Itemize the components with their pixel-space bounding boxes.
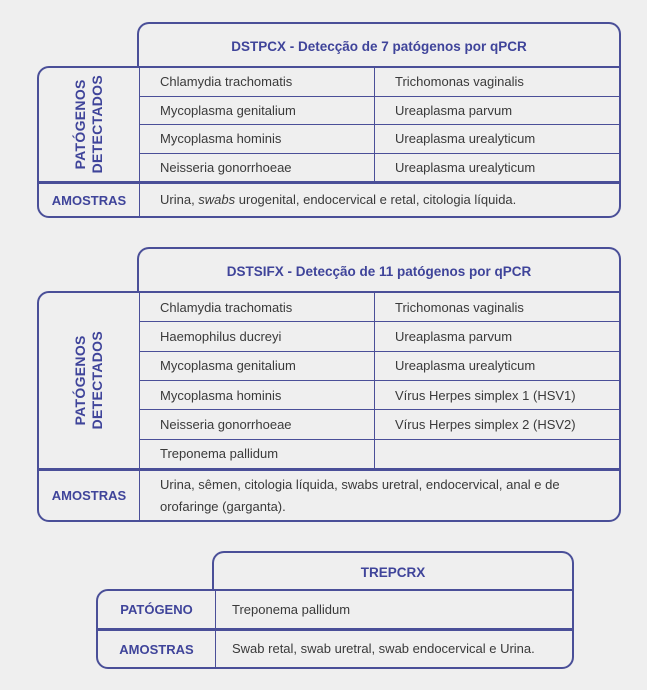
pathogen-cell: Neisseria gonorrhoeae bbox=[140, 410, 375, 438]
dstsifx-table bbox=[37, 291, 621, 522]
samples-text-part: Urina, bbox=[160, 192, 199, 207]
trepcrx-pathogen-row bbox=[98, 591, 572, 628]
dstpcx-label-line2: DETECTADOS bbox=[89, 75, 105, 174]
table-row bbox=[140, 124, 619, 153]
table-row bbox=[140, 409, 619, 438]
pathogen-cell: Vírus Herpes simplex 1 (HSV1) bbox=[395, 387, 576, 403]
dstpcx-table bbox=[37, 66, 621, 218]
pathogen-cell: Mycoplasma hominis bbox=[140, 125, 375, 153]
dstsifx-samples-label: AMOSTRAS bbox=[39, 471, 140, 520]
pathogen-cell: Neisseria gonorrhoeae bbox=[140, 154, 375, 182]
table-row bbox=[140, 153, 619, 182]
samples-text-italic: swabs bbox=[198, 192, 236, 207]
pathogen-cell: Chlamydia trachomatis bbox=[140, 68, 375, 96]
trepcrx-pathogen-label: PATÓGENO bbox=[98, 591, 216, 628]
pathogen-cell: Ureaplasma urealyticum bbox=[395, 131, 536, 147]
pathogen-cell: Ureaplasma urealyticum bbox=[395, 358, 536, 374]
dstpcx-samples-row bbox=[39, 181, 619, 216]
pathogen-cell: Mycoplasma genitalium bbox=[140, 97, 375, 125]
table-row bbox=[140, 68, 619, 96]
trepcrx-title bbox=[212, 551, 574, 591]
dstpcx-samples-label: AMOSTRAS bbox=[39, 184, 140, 216]
pathogen-cell: Ureaplasma parvum bbox=[395, 328, 513, 344]
dstpcx-title bbox=[137, 22, 621, 68]
dstpcx-samples-text bbox=[140, 184, 619, 216]
dstsifx-samples-row bbox=[39, 468, 619, 520]
dstsifx-label-line1: PATÓGENOS bbox=[72, 335, 88, 426]
trepcrx-samples-label: AMOSTRAS bbox=[98, 631, 216, 667]
dstsifx-pathogen-grid bbox=[140, 293, 619, 468]
dstsifx-samples-text: Urina, sêmen, citologia líquida, swabs uretral, endocervical, anal e de orofaringe (garganta). bbox=[160, 476, 560, 514]
pathogen-cell: Trichomonas vaginalis bbox=[395, 299, 524, 315]
trepcrx-samples-row bbox=[98, 628, 572, 667]
pathogen-cell: Haemophilus ducreyi bbox=[140, 322, 375, 350]
dstsifx-label-line2: DETECTADOS bbox=[89, 331, 105, 430]
samples-text-part: urogenital, endocervical e retal, citologia líquida. bbox=[235, 192, 517, 207]
dstpcx-pathogen-grid bbox=[140, 68, 619, 181]
dstpcx-pathogens-row bbox=[39, 68, 619, 181]
trepcrx-pathogen-value: Treponema pallidum bbox=[232, 601, 351, 617]
table-row bbox=[140, 321, 619, 350]
pathogen-cell: Treponema pallidum bbox=[140, 440, 375, 468]
pathogen-cell: Vírus Herpes simplex 2 (HSV2) bbox=[395, 416, 576, 432]
dstpcx-title-text: DSTPCX - Detecção de 7 patógenos por qPCR bbox=[231, 38, 527, 54]
dstsifx-pathogens-row bbox=[39, 293, 619, 468]
table-row bbox=[140, 96, 619, 125]
table-row bbox=[140, 439, 619, 468]
dstsifx-title-text: DSTSIFX - Detecção de 11 patógenos por qPCR bbox=[226, 263, 532, 279]
pathogen-cell: Ureaplasma urealyticum bbox=[395, 159, 536, 175]
trepcrx-table bbox=[96, 589, 574, 669]
dstsifx-title bbox=[137, 247, 621, 293]
table-row bbox=[140, 380, 619, 409]
dstpcx-label-line1: PATÓGENOS bbox=[72, 79, 88, 170]
pathogen-cell: Chlamydia trachomatis bbox=[140, 293, 375, 321]
table-row bbox=[140, 293, 619, 321]
dstsifx-pathogens-label bbox=[39, 293, 140, 468]
trepcrx-title-text: TREPCRX bbox=[360, 564, 426, 580]
pathogen-cell: Mycoplasma genitalium bbox=[140, 352, 375, 380]
pathogen-cell: Trichomonas vaginalis bbox=[395, 74, 524, 90]
pathogen-cell: Mycoplasma hominis bbox=[140, 381, 375, 409]
table-row bbox=[140, 351, 619, 380]
pathogen-cell-empty bbox=[375, 440, 619, 468]
pathogen-cell: Ureaplasma parvum bbox=[395, 102, 513, 118]
trepcrx-samples-text: Swab retal, swab uretral, swab endocervical e Urina. bbox=[232, 641, 535, 656]
dstpcx-pathogens-label bbox=[39, 68, 140, 181]
